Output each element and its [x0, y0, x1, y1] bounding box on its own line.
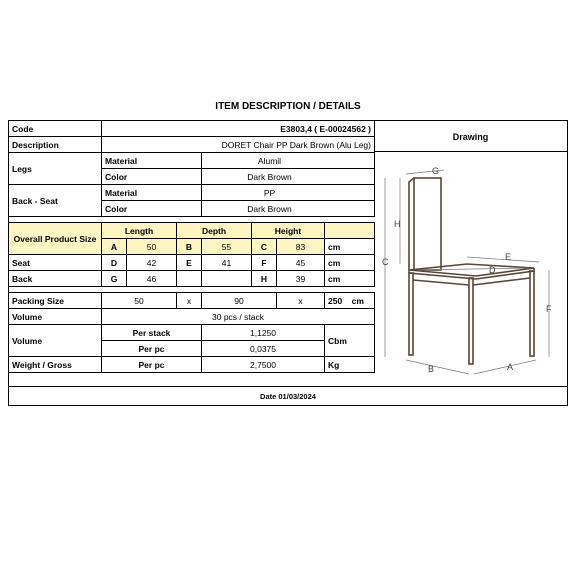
dim-h-value: 39 [277, 271, 325, 287]
dim-g-label: G [102, 271, 127, 287]
drawing-panel [374, 152, 568, 386]
dim-d-label: D [102, 255, 127, 271]
code-label: Code [9, 121, 102, 137]
seat-label: Seat [9, 255, 102, 271]
dim-f-label: F [252, 255, 277, 271]
dim-e-value: 41 [202, 255, 252, 271]
back-left-leg [409, 273, 413, 355]
height-header: Height [252, 223, 325, 239]
description-value: DORET Chair PP Dark Brown (Alu Leg) [102, 137, 375, 153]
volume1-label: Volume [9, 309, 102, 325]
per-stack-value: 1,1250 [202, 325, 325, 341]
legs-label: Legs [9, 153, 102, 185]
side-rail [413, 280, 469, 285]
dim-a-value: 50 [127, 239, 177, 255]
code-row [9, 121, 375, 137]
code-value: E3803,4 ( E-00024562 ) [102, 121, 375, 137]
dim-c-value: 83 [277, 239, 325, 255]
dimension-labels [382, 166, 552, 374]
label-d: D [489, 265, 496, 275]
volume1-value: 30 pcs / stack [102, 309, 375, 325]
length-header: Length [102, 223, 177, 239]
packing-length: 50 [102, 293, 177, 309]
chair-outline [409, 178, 534, 364]
per-pc-value: 0,0375 [202, 341, 325, 357]
overall-unit: cm [325, 239, 375, 255]
packing-row [9, 293, 375, 309]
per-stack-label: Per stack [102, 325, 202, 341]
legs-color-label: Color [102, 169, 202, 185]
weight-per-pc-label: Per pc [102, 357, 202, 373]
back-seat-material-value: PP [202, 185, 375, 201]
back-unit: cm [325, 271, 375, 287]
packing-x2: x [277, 293, 325, 309]
label-b: B [428, 364, 435, 374]
label-c: C [382, 257, 389, 267]
per-pc-label: Per pc [102, 341, 202, 357]
packing-height-unit [325, 293, 375, 309]
dim-b-value: 55 [202, 239, 252, 255]
front-rail [473, 278, 530, 285]
back-label: Back [9, 271, 102, 287]
back-seat-color-label: Color [102, 201, 202, 217]
packing-label: Packing Size [9, 293, 102, 309]
packing-x1: x [177, 293, 202, 309]
weight-value: 2,7500 [202, 357, 325, 373]
dim-b-line [406, 360, 469, 374]
overall-head-blank [325, 223, 375, 239]
back-seat-label: Back - Seat [9, 185, 102, 217]
back-row [9, 271, 375, 287]
back-seat-material-label: Material [102, 185, 202, 201]
weight-unit: Kg [325, 357, 375, 373]
packing-unit: cm [351, 295, 364, 306]
dim-e-label: E [177, 255, 202, 271]
dim-h-label: H [252, 271, 277, 287]
label-g: G [432, 166, 440, 176]
back-seat-color-value: Dark Brown [202, 201, 375, 217]
back-seat-material-row [9, 185, 375, 201]
page-title: ITEM DESCRIPTION / DETAILS [215, 101, 361, 112]
front-right-leg [530, 271, 534, 356]
volume-stack-row [9, 309, 375, 325]
legs-material-value: Alumil [202, 153, 375, 169]
chair-drawing [374, 152, 567, 386]
dim-a-line [474, 360, 536, 374]
packing-height: 250 [328, 295, 343, 306]
label-a: A [507, 362, 514, 372]
spec-table [8, 120, 375, 373]
front-left-leg [469, 278, 473, 364]
legs-material-label: Material [102, 153, 202, 169]
label-f: F [546, 304, 552, 314]
label-h: H [394, 219, 401, 229]
back-blank-1 [177, 271, 202, 287]
volume-per-stack-row [9, 325, 375, 341]
legs-color-value: Dark Brown [202, 169, 375, 185]
volume2-unit: Cbm [325, 325, 375, 357]
dim-a-label: A [102, 239, 127, 255]
description-row [9, 137, 375, 153]
dim-d-value: 42 [127, 255, 177, 271]
dim-g-value: 46 [127, 271, 177, 287]
back-blank-2 [202, 271, 252, 287]
legs-material-row [9, 153, 375, 169]
overall-label: Overall Product Size [9, 223, 102, 255]
overall-head-row [9, 223, 375, 239]
dim-f-value: 45 [277, 255, 325, 271]
dim-e-line [467, 257, 539, 262]
backrest [414, 178, 441, 270]
seat-unit: cm [325, 255, 375, 271]
weight-row [9, 357, 375, 373]
label-e: E [505, 252, 512, 262]
packing-width: 90 [202, 293, 277, 309]
drawing-title: Drawing [374, 120, 568, 152]
depth-header: Depth [177, 223, 252, 239]
volume2-label: Volume [9, 325, 102, 357]
seat-row [9, 255, 375, 271]
dim-b-label: B [177, 239, 202, 255]
weight-label: Weight / Gross [9, 357, 102, 373]
date-footer: Date 01/03/2024 [8, 386, 568, 406]
description-label: Description [9, 137, 102, 153]
dim-c-label: C [252, 239, 277, 255]
dim-d-line [418, 268, 529, 270]
